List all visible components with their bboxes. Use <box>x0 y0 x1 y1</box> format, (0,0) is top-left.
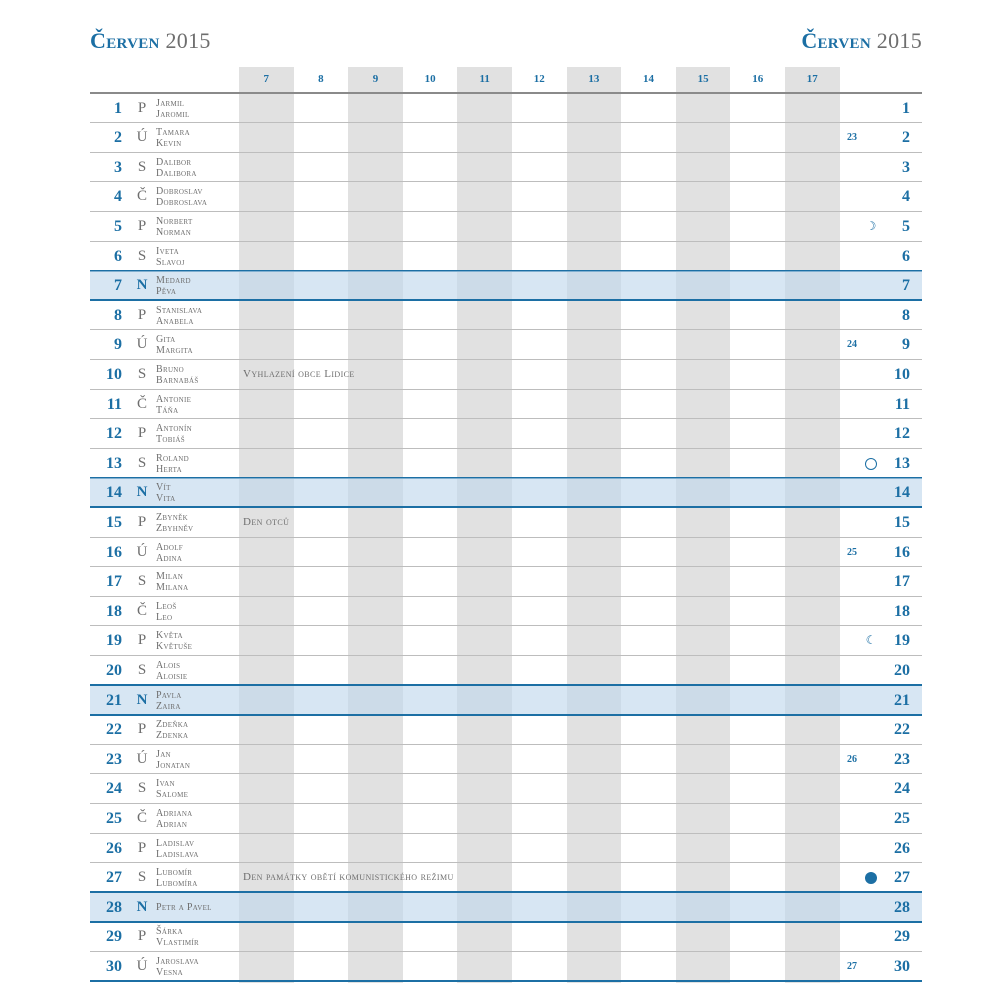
weekday-letter: P <box>137 632 147 649</box>
day-row-7[interactable] <box>90 271 922 301</box>
month-name-right: Červen <box>801 28 871 53</box>
name-day <box>156 956 199 978</box>
month-name-left: Červen <box>90 28 160 53</box>
day-number: 20 <box>106 661 122 679</box>
day-number-right: 18 <box>894 602 910 620</box>
name-day <box>156 453 189 475</box>
day-number: 22 <box>106 721 122 739</box>
day-number-right: 28 <box>894 898 910 916</box>
name-day-name: Roland <box>156 452 189 464</box>
weekday-letter: P <box>137 217 147 234</box>
name-day-name: Leo <box>156 611 173 623</box>
day-number-right: 8 <box>902 306 910 324</box>
day-number-right: 12 <box>894 425 910 443</box>
name-day <box>156 512 193 534</box>
name-day-name: Zdeňka <box>156 719 189 731</box>
weekday-letter: N <box>136 277 148 294</box>
name-day-name: Margita <box>156 345 193 357</box>
name-day-name: Adina <box>156 552 183 564</box>
day-row-3[interactable] <box>90 153 922 183</box>
day-number: 29 <box>106 928 122 946</box>
day-row-30[interactable] <box>90 952 922 982</box>
holiday-note: Vyhlazení obce Lidice <box>243 367 355 380</box>
weekday-letter: Č <box>136 602 147 619</box>
name-day-name: Barnabáš <box>156 374 199 386</box>
day-number: 16 <box>106 543 122 561</box>
name-day-name: Květa <box>156 630 183 642</box>
day-number: 18 <box>106 602 122 620</box>
day-number: 23 <box>106 750 122 768</box>
year-right: 2015 <box>876 28 922 53</box>
name-day-name: Lubomír <box>156 867 193 879</box>
day-number: 24 <box>106 780 122 798</box>
name-day-name: Dobroslav <box>156 186 203 198</box>
hour-header-9: 9 <box>372 73 379 85</box>
day-number-right: 6 <box>902 247 910 265</box>
day-number: 12 <box>106 425 122 443</box>
name-day-name: Medard <box>156 275 191 287</box>
name-day-name: Jarmil <box>156 97 185 109</box>
weekday-letter: P <box>137 721 147 738</box>
sunday-highlight <box>90 686 922 716</box>
name-day-name: Jonatan <box>156 759 191 771</box>
day-number-right: 19 <box>894 632 910 650</box>
name-day <box>156 778 188 800</box>
day-number-right: 25 <box>894 809 910 827</box>
day-row-26[interactable] <box>90 834 922 864</box>
name-day <box>156 423 192 445</box>
first-quarter-moon-icon: ☽ <box>865 218 877 233</box>
day-row-27[interactable] <box>90 863 922 893</box>
name-day-name: Adriana <box>156 807 193 819</box>
name-day <box>156 394 191 416</box>
name-day-name: Alois <box>156 659 181 671</box>
day-number: 2 <box>114 129 122 147</box>
month-title-right <box>801 28 922 54</box>
day-row-13[interactable] <box>90 449 922 479</box>
hour-header-14: 14 <box>642 73 654 85</box>
name-day-name: Aloisie <box>156 670 188 682</box>
day-row-11[interactable] <box>90 390 922 420</box>
day-number: 28 <box>106 898 122 916</box>
hour-header-8: 8 <box>318 73 324 85</box>
day-number-right: 15 <box>894 513 910 531</box>
weekday-letter: N <box>136 484 148 501</box>
hour-header-11: 11 <box>479 73 490 85</box>
weekday-letter: S <box>137 158 147 175</box>
day-number: 27 <box>106 869 122 887</box>
name-day <box>156 542 183 564</box>
day-number-right: 7 <box>902 277 910 295</box>
weekday-letter: Ú <box>136 129 148 146</box>
weekday-letter: Č <box>136 809 147 826</box>
name-day-name: Vít <box>156 482 171 494</box>
name-day-name: Jaromil <box>156 108 190 120</box>
weekday-letter: S <box>137 573 147 590</box>
weekday-letter: S <box>137 780 147 797</box>
day-number-right: 4 <box>902 188 910 206</box>
weekday-letter: Č <box>136 188 147 205</box>
day-row-19[interactable] <box>90 626 922 656</box>
day-number-right: 17 <box>894 573 910 591</box>
day-number-right: 11 <box>894 395 910 413</box>
day-row-8[interactable] <box>90 301 922 331</box>
hour-header-10: 10 <box>424 73 436 85</box>
name-day <box>156 216 193 238</box>
name-day <box>156 482 176 504</box>
day-row-28[interactable] <box>90 893 922 923</box>
weekday-letter: N <box>136 691 148 708</box>
day-number-right: 3 <box>902 158 910 176</box>
day-number-right: 26 <box>894 839 910 857</box>
day-row-14[interactable] <box>90 478 922 508</box>
name-day-name: Salome <box>156 789 189 801</box>
week-separator <box>90 980 922 982</box>
day-row-20[interactable] <box>90 656 922 686</box>
new-moon-icon <box>865 872 877 884</box>
name-day <box>156 630 192 652</box>
name-day-name: Antonie <box>156 393 192 405</box>
name-day <box>156 893 212 923</box>
day-number: 8 <box>114 306 122 324</box>
name-day-name: Ivan <box>156 778 175 790</box>
weekday-letter: P <box>137 513 147 530</box>
day-number: 25 <box>106 809 122 827</box>
day-number-right: 22 <box>894 721 910 739</box>
name-day <box>156 690 182 712</box>
name-day-name: Leoš <box>156 600 177 612</box>
day-number: 15 <box>106 513 122 531</box>
name-day-name: Dalibor <box>156 156 192 168</box>
name-day-name: Jaroslava <box>156 955 199 967</box>
holiday-note: Den otců <box>243 515 290 528</box>
name-day <box>156 275 191 297</box>
weekday-letter: Ú <box>136 750 148 767</box>
day-number: 13 <box>106 454 122 472</box>
day-number: 4 <box>114 188 122 206</box>
name-day-name: Antonín <box>156 423 193 435</box>
day-number: 9 <box>114 336 122 354</box>
name-day-name: Dobroslava <box>156 197 208 209</box>
name-day-name: Anabela <box>156 315 194 327</box>
name-day <box>156 334 193 356</box>
name-day-name: Bruno <box>156 363 185 375</box>
week-number: 25 <box>847 546 857 558</box>
name-day-name: Pěva <box>156 286 177 298</box>
name-day <box>156 808 193 830</box>
name-day-name: Herta <box>156 463 183 475</box>
weekday-letter: S <box>137 869 147 886</box>
name-day-name: Milana <box>156 582 189 594</box>
day-row-24[interactable] <box>90 774 922 804</box>
weekday-letter: P <box>137 99 147 116</box>
name-day-name: Zdenka <box>156 730 189 742</box>
hour-header-12: 12 <box>533 73 545 85</box>
day-row-4[interactable] <box>90 182 922 212</box>
day-number: 5 <box>114 217 122 235</box>
name-day-name: Gita <box>156 334 176 346</box>
name-day-name: Tamara <box>156 127 190 139</box>
hour-header-15: 15 <box>697 73 709 85</box>
name-day-name: Iveta <box>156 245 179 257</box>
day-number: 19 <box>106 632 122 650</box>
hour-header-13: 13 <box>588 73 600 85</box>
day-number-right: 1 <box>902 99 910 117</box>
name-day-name: Vesna <box>156 966 184 978</box>
weekday-letter: Ú <box>136 543 148 560</box>
day-number-right: 20 <box>894 661 910 679</box>
day-row-10[interactable] <box>90 360 922 390</box>
hour-header-16: 16 <box>752 73 764 85</box>
weekday-letter: S <box>137 247 147 264</box>
day-number: 7 <box>114 277 122 295</box>
day-number-right: 30 <box>894 957 910 975</box>
week-number: 26 <box>847 753 857 765</box>
name-day-name: Milan <box>156 571 184 583</box>
name-day-name: Ladislav <box>156 837 195 849</box>
day-row-15[interactable] <box>90 508 922 538</box>
day-row-21[interactable] <box>90 686 922 716</box>
name-day-name: Lubomíra <box>156 878 198 890</box>
day-row-2[interactable] <box>90 123 922 153</box>
name-day <box>156 749 190 771</box>
name-day-name: Květuše <box>156 641 193 653</box>
name-day-name: Táňa <box>156 404 179 416</box>
name-day-name: Šárka <box>156 926 183 938</box>
week-number: 24 <box>847 339 857 351</box>
name-day <box>156 926 199 948</box>
full-moon-icon <box>865 458 877 470</box>
weekday-letter: P <box>137 306 147 323</box>
day-number: 6 <box>114 247 122 265</box>
name-day-name: Kevin <box>156 138 182 150</box>
day-number-right: 23 <box>894 750 910 768</box>
day-row-6[interactable] <box>90 242 922 272</box>
day-number-right: 9 <box>902 336 910 354</box>
weekday-letter: P <box>137 425 147 442</box>
name-day-name: Adolf <box>156 541 184 553</box>
hour-header-17: 17 <box>806 73 818 85</box>
day-number-right: 29 <box>894 928 910 946</box>
day-row-5[interactable] <box>90 212 922 242</box>
sunday-highlight <box>90 271 922 301</box>
day-row-25[interactable] <box>90 804 922 834</box>
weekday-letter: P <box>137 839 147 856</box>
day-number-right: 24 <box>894 780 910 798</box>
name-day <box>156 719 188 741</box>
name-day <box>156 246 185 268</box>
name-day-name: Dalibora <box>156 167 197 179</box>
day-number: 1 <box>114 99 122 117</box>
sunday-highlight <box>90 478 922 508</box>
name-day <box>156 305 202 327</box>
name-day-name: Adrian <box>156 818 188 830</box>
name-day-name: Ladislava <box>156 848 199 860</box>
day-row-16[interactable] <box>90 538 922 568</box>
name-day <box>156 660 187 682</box>
day-number: 21 <box>106 691 122 709</box>
day-number-right: 2 <box>902 129 910 147</box>
day-row-18[interactable] <box>90 597 922 627</box>
last-quarter-moon-icon: ☾ <box>865 633 877 648</box>
name-day-name: Vita <box>156 493 176 505</box>
day-number-right: 14 <box>894 484 910 502</box>
day-number-right: 13 <box>894 454 910 472</box>
day-number: 14 <box>106 484 122 502</box>
day-number: 3 <box>114 158 122 176</box>
name-day <box>156 571 188 593</box>
sunday-highlight <box>90 893 922 923</box>
day-row-29[interactable] <box>90 922 922 952</box>
name-day-name: Zbyněk <box>156 511 189 523</box>
name-day-name: Zbyhněv <box>156 522 194 534</box>
name-day-name: Vlastimír <box>156 937 199 949</box>
holiday-note: Den památky obětí komunistického režimu <box>243 871 454 884</box>
name-day <box>156 157 197 179</box>
day-row-12[interactable] <box>90 419 922 449</box>
day-number-right: 27 <box>894 869 910 887</box>
week-number: 27 <box>847 960 857 972</box>
month-title-left <box>90 28 211 54</box>
weekday-letter: Č <box>136 395 147 412</box>
day-number: 11 <box>106 395 122 413</box>
name-day-name: Norbert <box>156 215 193 227</box>
weekday-letter: S <box>137 454 147 471</box>
weekday-letter: Ú <box>136 957 148 974</box>
day-number-right: 10 <box>894 365 910 383</box>
name-day-name: Norman <box>156 226 192 238</box>
name-day-name: Tobiáš <box>156 434 185 446</box>
day-number-right: 5 <box>902 217 910 235</box>
day-row-1[interactable] <box>90 94 922 124</box>
name-day-name: Petr a Pavel <box>156 901 212 913</box>
name-day <box>156 838 199 860</box>
name-day <box>156 98 190 120</box>
day-number-right: 16 <box>894 543 910 561</box>
day-number-right: 21 <box>894 691 910 709</box>
name-day-name: Zaira <box>156 700 181 712</box>
weekday-letter: S <box>137 365 147 382</box>
name-day <box>156 867 198 889</box>
name-day-name: Slavoj <box>156 256 185 268</box>
name-day <box>156 186 207 208</box>
year-left: 2015 <box>165 28 211 53</box>
weekday-letter: S <box>137 661 147 678</box>
hour-header-7: 7 <box>263 73 270 85</box>
name-day-name: Pavla <box>156 689 182 701</box>
day-number: 30 <box>106 957 122 975</box>
day-row-17[interactable] <box>90 567 922 597</box>
name-day <box>156 127 190 149</box>
name-day <box>156 364 199 386</box>
day-row-22[interactable] <box>90 715 922 745</box>
day-number: 10 <box>106 365 122 383</box>
name-day-name: Jan <box>156 748 171 760</box>
day-row-23[interactable] <box>90 745 922 775</box>
name-day-name: Stanislava <box>156 304 203 316</box>
week-number: 23 <box>847 132 857 144</box>
weekday-letter: P <box>137 928 147 945</box>
name-day <box>156 601 177 623</box>
day-row-9[interactable] <box>90 330 922 360</box>
day-number: 26 <box>106 839 122 857</box>
day-number: 17 <box>106 573 122 591</box>
weekday-letter: Ú <box>136 336 148 353</box>
weekday-letter: N <box>136 898 148 915</box>
